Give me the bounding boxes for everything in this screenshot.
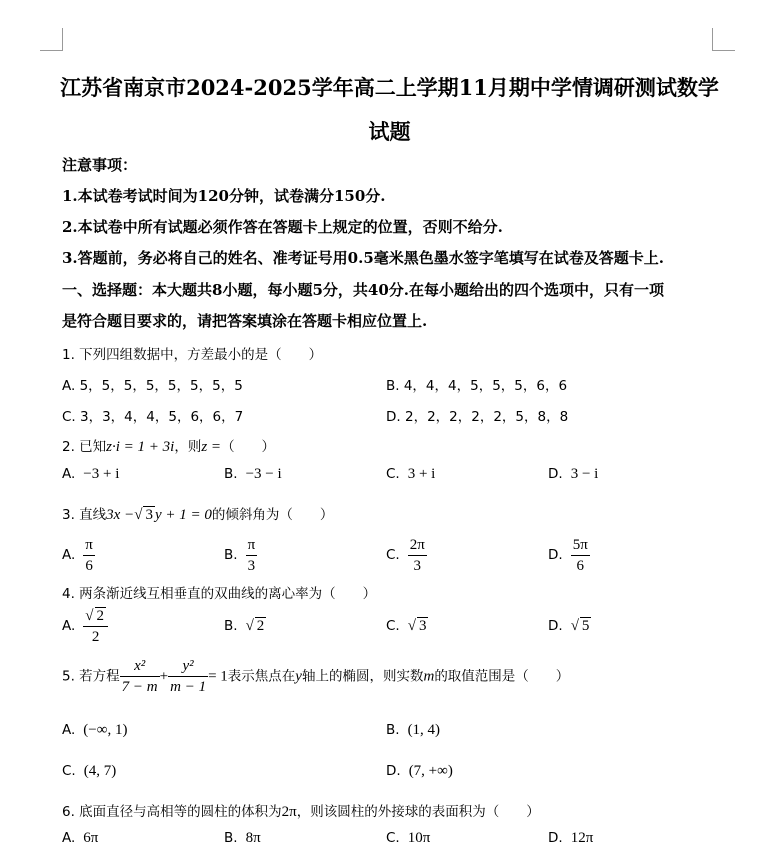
question-5-option-d: D. (7, +∞) [386, 763, 453, 779]
section-heading-line2: 是符合题目要求的，请把答案填涂在答题卡相应位置上. [62, 312, 428, 330]
question-4-stem: 4. 两条渐近线互相垂直的双曲线的离心率为（ ） [62, 586, 377, 602]
question-2-stem-pre: 2. 已知 [62, 439, 107, 455]
question-3-option-c: C. $\frac{2\pi}{3}$ [386, 537, 425, 574]
question-6-option-c: C. 10π [386, 830, 431, 846]
question-5-fraction-x: $\frac{\text{x²}}{7 - m}$ [121, 658, 158, 695]
question-4-option-c: C. √ 3 [386, 618, 427, 634]
question-1-option-c: C. 3，3，4，4，5，6，6，7 [62, 409, 244, 425]
question-1-stem: 1. 下列四组数据中，方差最小的是（ ） [62, 347, 323, 363]
question-2-option-b: B. −3 − i [224, 466, 282, 482]
question-1-option-d: D. 2，2，2，2，2，5，8，8 [386, 409, 569, 425]
question-3-stem: 3. 直线3x −√ 3 y + 1 = 0的倾斜角为（ ） [62, 507, 334, 523]
question-2-option-c: C. 3 + i [386, 466, 436, 482]
question-4-option-a: A. $\frac{√ 2}{2}$ [62, 606, 108, 647]
notice-heading: 注意事项： [62, 156, 138, 174]
question-5-option-b: B. (1, 4) [386, 722, 441, 738]
question-3-equation: 3x −√ 3 y + 1 = 0 [106, 507, 212, 523]
question-2-stem-post: （ ） [221, 439, 276, 455]
page-corner-mark-right [712, 28, 735, 51]
question-6-option-d: D. 12π [548, 830, 594, 846]
notice-item-1: 1.本试卷考试时间为120分钟，试卷满分150分. [62, 187, 386, 205]
question-6-option-a: A. 6π [62, 830, 99, 846]
question-4-option-d: D. √ 5 [548, 618, 590, 634]
question-2-option-a: A. −3 + i [62, 466, 120, 482]
question-2-ask: z = [201, 439, 222, 455]
question-5-option-a: A. (−∞, 1) [62, 722, 128, 738]
question-3-option-d: D. $\frac{5\pi}{6}$ [548, 537, 588, 574]
question-1-option-b: B. 4，4，4，5，5，5，6，6 [386, 378, 568, 394]
exam-title-line2: 试题 [368, 119, 411, 144]
question-2-stem-mid: ，则 [174, 439, 202, 455]
question-5-stem: 5. 若方程 $\frac{\text{x²}}{7 - m}$ + $\frac{\text{y²}}{m - 1}$ = 1表示焦点在y轴上的椭圆，则实数m的取值范围是（ ） [62, 658, 570, 695]
page-corner-mark-left [40, 28, 63, 51]
question-2-equation: z·i = 1 + 3i [106, 439, 175, 455]
question-6-option-b: B. 8π [224, 830, 261, 846]
notice-item-2: 2.本试卷中所有试题必须作答在答题卡上规定的位置，否则不给分. [62, 218, 503, 236]
section-heading-line1: 一、选择题：本大题共8小题，每小题5分，共40分.在每小题给出的四个选项中，只有一项 [62, 281, 664, 299]
question-5-option-c: C. (4, 7) [62, 763, 117, 779]
question-5-fraction-y: $\frac{\text{y²}}{m - 1}$ [170, 658, 207, 695]
notice-item-3: 3.答题前，务必将自己的姓名、准考证号用0.5毫米黑色墨水签字笔填写在试卷及答题卡上. [62, 249, 664, 267]
question-6-stem: 6. 底面直径与高相等的圆柱的体积为2π，则该圆柱的外接球的表面积为（ ） [62, 804, 540, 820]
question-1-option-a: A. 5，5，5，5，5，5，5，5 [62, 378, 243, 394]
question-2-stem [62, 435, 275, 456]
question-3-option-b: B. $\frac{\pi}{3}$ [224, 537, 256, 574]
question-4-option-b: B. √ 2 [224, 618, 265, 634]
question-2-option-d: D. 3 − i [548, 466, 599, 482]
question-3-option-a: A. $\frac{\pi}{6}$ [62, 537, 93, 574]
exam-title-line1: 江苏省南京市2024-2025学年高二上学期11月期中学情调研测试数学 [60, 75, 719, 100]
